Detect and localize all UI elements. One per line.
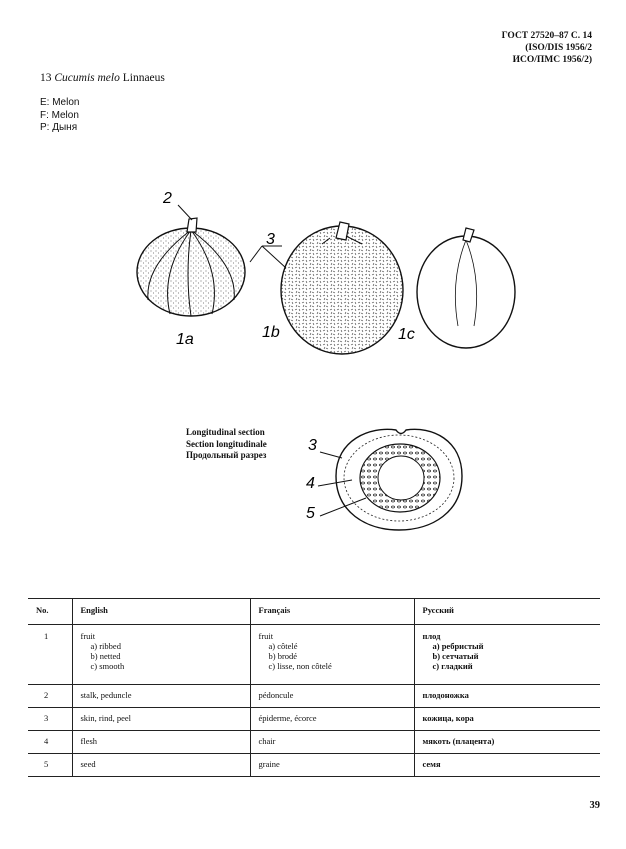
row-number: 1 — [28, 625, 72, 685]
header-line: (ISO/DIS 1956/2 — [525, 43, 592, 53]
leader-line — [262, 246, 286, 268]
term-main: плод — [422, 631, 441, 641]
french-term: pédoncule — [250, 685, 414, 708]
leader-line — [250, 246, 262, 262]
column-header-english: English — [72, 599, 250, 625]
term-sub: a) ribbed — [90, 641, 121, 651]
russian-term: кожица, кора — [414, 708, 600, 731]
table-row — [28, 685, 600, 708]
smooth-melon-drawing — [417, 228, 515, 348]
common-name-french: F: Melon — [40, 109, 79, 121]
english-term — [72, 625, 250, 685]
section-callout-3: 3 — [308, 437, 317, 454]
row-number: 5 — [28, 754, 72, 777]
table-row — [28, 625, 600, 685]
term-sub: a) côtelé — [268, 641, 298, 651]
ribbed-melon-drawing — [137, 218, 245, 316]
figure-label-1c: 1c — [398, 326, 415, 343]
leader-line — [178, 205, 192, 220]
figure-label-1a: 1a — [176, 331, 194, 348]
english-term: stalk, peduncle — [72, 685, 250, 708]
section-caption-russian: Продольный разрез — [186, 450, 267, 460]
russian-term: семя — [414, 754, 600, 777]
section-caption-french: Section longitudinale — [186, 438, 267, 449]
callout-2: 2 — [163, 190, 172, 207]
term-main: fruit — [80, 631, 96, 641]
longitudinal-section-drawing — [336, 429, 462, 530]
russian-term — [414, 625, 600, 685]
column-header-french: Français — [250, 599, 414, 625]
row-number: 3 — [28, 708, 72, 731]
russian-term: плодоножка — [414, 685, 600, 708]
page-number: 39 — [589, 800, 600, 811]
table-row — [28, 754, 600, 777]
terminology-table — [28, 598, 600, 777]
entry-number: 13 — [40, 72, 52, 84]
leader-line — [320, 452, 342, 458]
species-authority: Linnaeus — [122, 72, 165, 84]
figure-label-1b: 1b — [262, 324, 280, 341]
english-term: skin, rind, peel — [72, 708, 250, 731]
term-main: fruit — [258, 631, 274, 641]
column-header-no: No. — [28, 599, 72, 625]
term-sub: а) ребристый — [432, 641, 484, 651]
french-term: graine — [250, 754, 414, 777]
table-row — [28, 731, 600, 754]
russian-term: мякоть (плацента) — [414, 731, 600, 754]
common-name-russian: P: Дыня — [40, 122, 78, 133]
term-sub: b) netted — [90, 651, 121, 661]
english-term: seed — [72, 754, 250, 777]
row-number: 2 — [28, 685, 72, 708]
section-caption — [186, 427, 267, 462]
callout-3: 3 — [266, 231, 275, 248]
french-term: chair — [250, 731, 414, 754]
common-name-english: E: Melon — [40, 97, 80, 108]
section-caption-english: Longitudinal section — [186, 427, 265, 437]
header-line: ГОСТ 27520–87 С. 14 — [501, 31, 592, 41]
header-line: ИСО/ПМС 1956/2) — [512, 55, 592, 65]
french-term — [250, 625, 414, 685]
term-sub: c) smooth — [90, 661, 125, 671]
term-sub: c) lisse, non côtelé — [268, 661, 332, 671]
table-header-row — [28, 599, 600, 625]
netted-melon-drawing — [281, 222, 403, 354]
section-callout-4: 4 — [306, 475, 315, 492]
french-term: épiderme, écorce — [250, 708, 414, 731]
term-sub: с) гладкий — [432, 661, 473, 671]
section-callout-5: 5 — [306, 505, 315, 522]
term-sub: b) brodé — [268, 651, 298, 661]
row-number: 4 — [28, 731, 72, 754]
english-term: flesh — [72, 731, 250, 754]
table-row — [28, 708, 600, 731]
column-header-russian: Русский — [414, 599, 600, 625]
term-sub: b) сетчатый — [432, 651, 479, 661]
species-name: Cucumis melo — [54, 72, 120, 84]
